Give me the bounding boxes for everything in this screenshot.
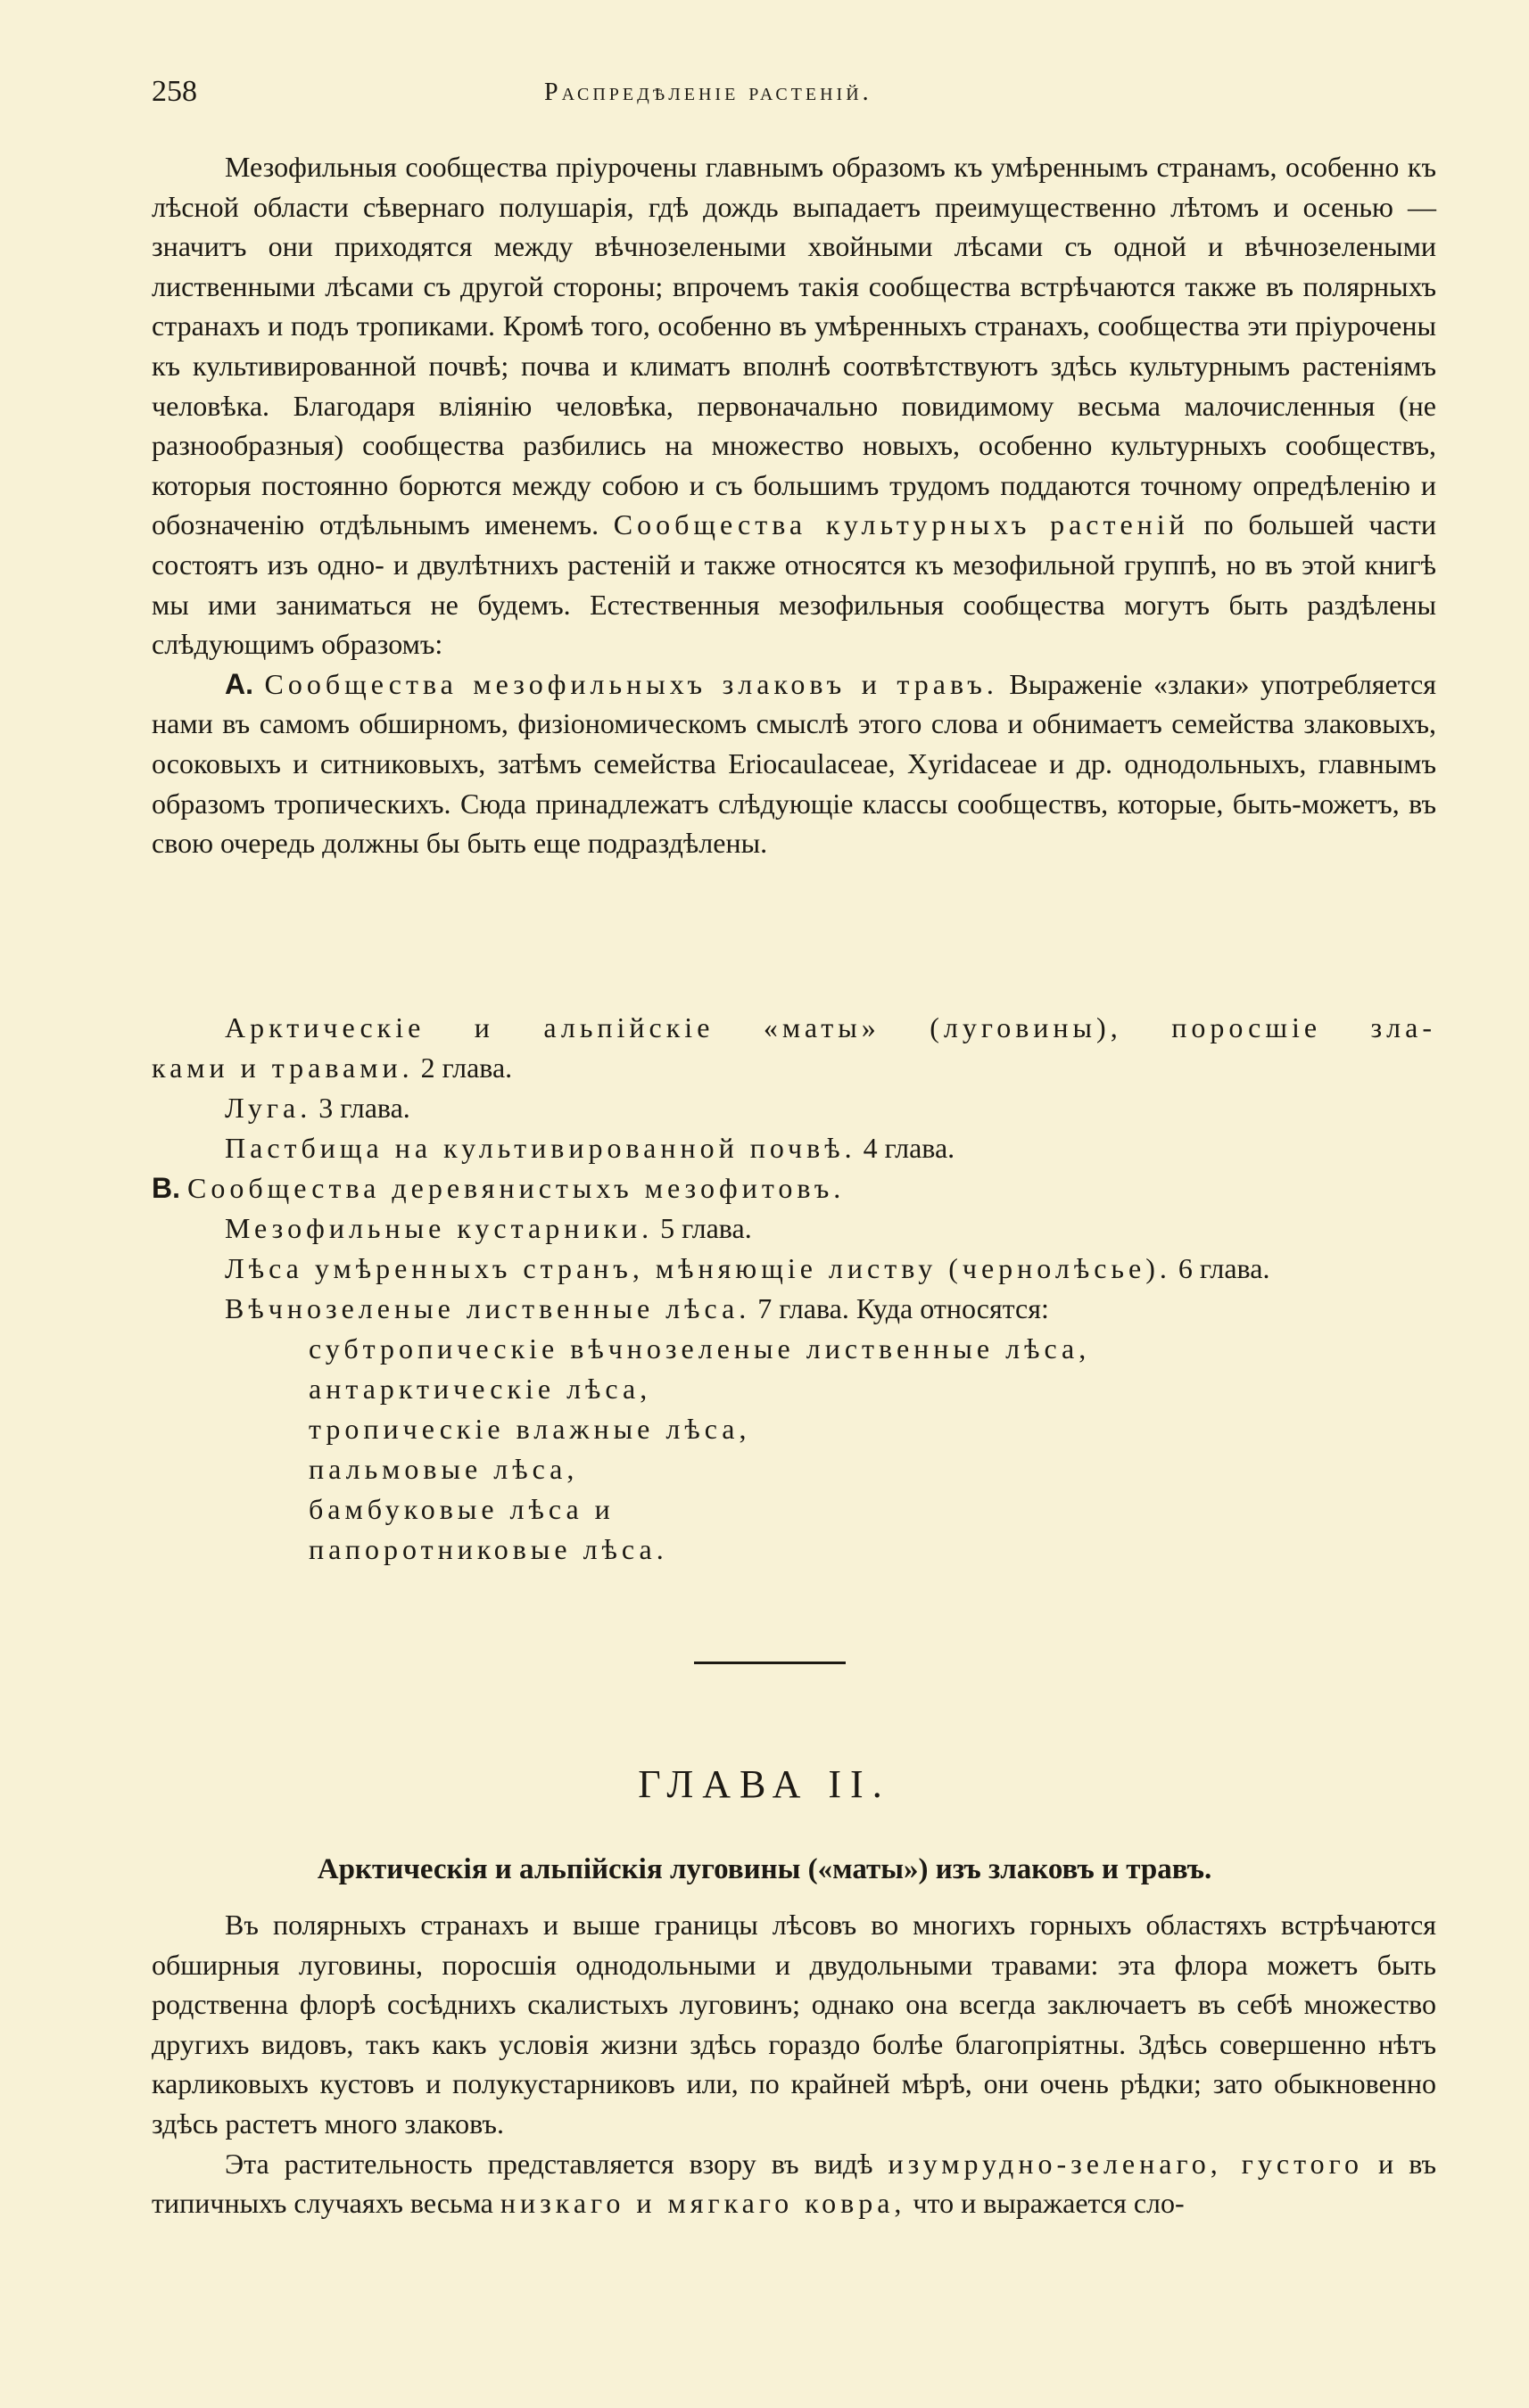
- chapter-paragraph-1: Въ полярныхъ странахъ и выше границы лѣсовъ во многихъ горныхъ областяхъ встрѣчаются обширныя луговины, поросшія однодольными и двудольными травами: эта флора можетъ быть родственна флорѣ сосѣднихъ скалистыхъ луговинъ; однако она всегда заключаетъ въ себѣ множество другихъ видовъ, такъ какъ условія жизни здѣсь гораздо болѣе благопріятны. Здѣсь совершенно нѣтъ карликовыхъ кустовъ и полукустарниковъ или, по крайней мѣрѣ, они очень рѣдки; зато обыкновенно здѣсь растетъ много злаковъ.: [152, 1909, 1436, 2140]
- emphasis-cultivated-communities: Сообщества культурныхъ растеній: [613, 508, 1189, 541]
- list-item-pastures-chapter: 4 глава.: [863, 1132, 955, 1164]
- list-item-temperate-label: Лѣса умѣренныхъ странъ, мѣняющіе листву (чернолѣсье).: [225, 1252, 1171, 1284]
- chapter-subtitle: Арктическія и альпійскія луговины («маты») изъ злаковъ и травъ.: [317, 1853, 1212, 1885]
- running-title: Распредѣленіе растеній.: [544, 78, 872, 106]
- paragraph-mesophilous-tail: по большей части состоятъ изъ одно- и двулѣтнихъ растеній и также относятся къ мезофильной группѣ, но въ этой книгѣ мы ими заниматься не будемъ. Естественныя мезофильныя сообщества могутъ быть раздѣлены слѣдующимъ образомъ:: [152, 508, 1437, 661]
- list-item-arctic-label: Арктическіе и альпійскіе «маты» (луговины), поросшіе зла-: [225, 1011, 1436, 1043]
- sublist-item: тропическіе влажные лѣса,: [309, 1413, 751, 1445]
- list-item-temperate: [225, 1249, 1269, 1289]
- list-item-arctic: [225, 1008, 1436, 1048]
- chapter-paragraph-2-a: Эта растительность представляется взору въ видѣ: [225, 2147, 873, 2180]
- list-item-meadows-label: Луга.: [225, 1092, 312, 1124]
- chapter-title: ГЛАВА II.: [638, 1762, 891, 1806]
- chapter-paragraph-2: [152, 2144, 1436, 2223]
- section-b-letter: В.: [152, 1172, 180, 1204]
- sublist-item: антарктическіе лѣса,: [309, 1373, 652, 1405]
- paragraph-mesophilous-text: Мезофильныя сообщества пріурочены главнымъ образомъ къ умѣреннымъ странамъ, особенно къ лѣсной области сѣвернаго полушарія, гдѣ дождь выпадаетъ преимущественно лѣтомъ и осенью — значитъ они приходятся между вѣчнозелеными хвойными лѣсами съ одной и вѣчнозелеными лиственными лѣсами съ другой стороны; впрочемъ такія сообщества встрѣчаются также въ полярныхъ странахъ и подъ тропиками. Кромѣ того, особенно въ умѣренныхъ странахъ, сообщества эти пріурочены къ культивированной почвѣ; почва и климатъ вполнѣ соотвѣтствуютъ здѣсь культурнымъ растеніямъ человѣка. Благодаря вліянію человѣка, первоначально повидимому весьма малочисленныя (не разнообразныя) сообщества разбились на множество новыхъ, особенно культурныхъ сообществъ, которыя постоянно борются между собою и съ большимъ трудомъ поддаются точному опредѣленію и обозначенію отдѣльнымъ именемъ.: [152, 151, 1436, 541]
- sublist-item: бамбуковые лѣса и: [309, 1493, 615, 1525]
- list-item-meadows-chapter: 3 глава.: [318, 1092, 410, 1124]
- paragraph-mesophilous: [152, 147, 1436, 664]
- list-item-evergreen-label: Вѣчнозеленые лиственные лѣса.: [225, 1292, 751, 1324]
- list-item-arctic-cont: [152, 1048, 512, 1088]
- list-item-evergreen: [225, 1289, 1049, 1329]
- list-item-section-b: [152, 1168, 845, 1208]
- page-header: [152, 75, 1436, 120]
- list-item-shrubs: [225, 1208, 752, 1249]
- section-a-text: Выраженіе «злаки» употребляется нами въ самомъ обширномъ, физіономическомъ смыслѣ этого слова и обнимаетъ семейства злаковыхъ, осоковыхъ и ситниковыхъ, затѣмъ семейства Eriocaulaceae, Xyridaceae и др. однодольныхъ, главнымъ образомъ тропическихъ. Сюда принадлежатъ слѣдующіе классы сообществъ, которые, быть-можетъ, въ свою очередь должны бы быть еще подраздѣлены.: [152, 667, 1437, 860]
- intro-text-block: [152, 147, 1436, 863]
- page-number: 258: [152, 75, 197, 108]
- chapter-text-block: [152, 1905, 1436, 2223]
- paragraph-section-a: [152, 664, 1436, 863]
- section-a-letter: А.: [225, 667, 253, 700]
- list-item-meadows: [225, 1088, 410, 1128]
- section-a-title: Сообщества мезофильныхъ злаковъ и травъ.: [264, 667, 998, 700]
- section-b-title: Сообщества деревянистыхъ мезофитовъ.: [187, 1172, 846, 1204]
- list-item-temperate-chapter: 6 глава.: [1178, 1252, 1270, 1284]
- emphasis-low-soft-carpet: низкаго и мягкаго ковра,: [500, 2187, 906, 2220]
- list-item-shrubs-chapter: 5 глава.: [660, 1212, 752, 1244]
- sublist-item: папоротниковые лѣса.: [309, 1533, 668, 1565]
- chapter-paragraph-2-b: и въ типичныхъ случаяхъ весьма: [152, 2147, 1437, 2220]
- list-item-pastures: [225, 1128, 955, 1168]
- list-item-arctic-chapter: 2 глава.: [420, 1051, 513, 1084]
- section-divider: [694, 1662, 846, 1664]
- chapter-paragraph-2-c: что и выражается сло-: [913, 2187, 1185, 2220]
- list-item-shrubs-label: Мезофильные кустарники.: [225, 1212, 654, 1244]
- list-item-pastures-label: Пастбища на культивированной почвѣ.: [225, 1132, 856, 1164]
- emphasis-emerald-green: изумрудно-зеленаго, густого: [888, 2147, 1364, 2180]
- list-item-arctic-label-cont: ками и травами.: [152, 1051, 414, 1084]
- sublist-item: пальмовые лѣса,: [309, 1453, 579, 1485]
- list-item-evergreen-chapter: 7 глава. Куда относятся:: [757, 1292, 1049, 1324]
- sublist-item: субтропическіе вѣчнозеленые лиственные лѣса,: [309, 1332, 1091, 1365]
